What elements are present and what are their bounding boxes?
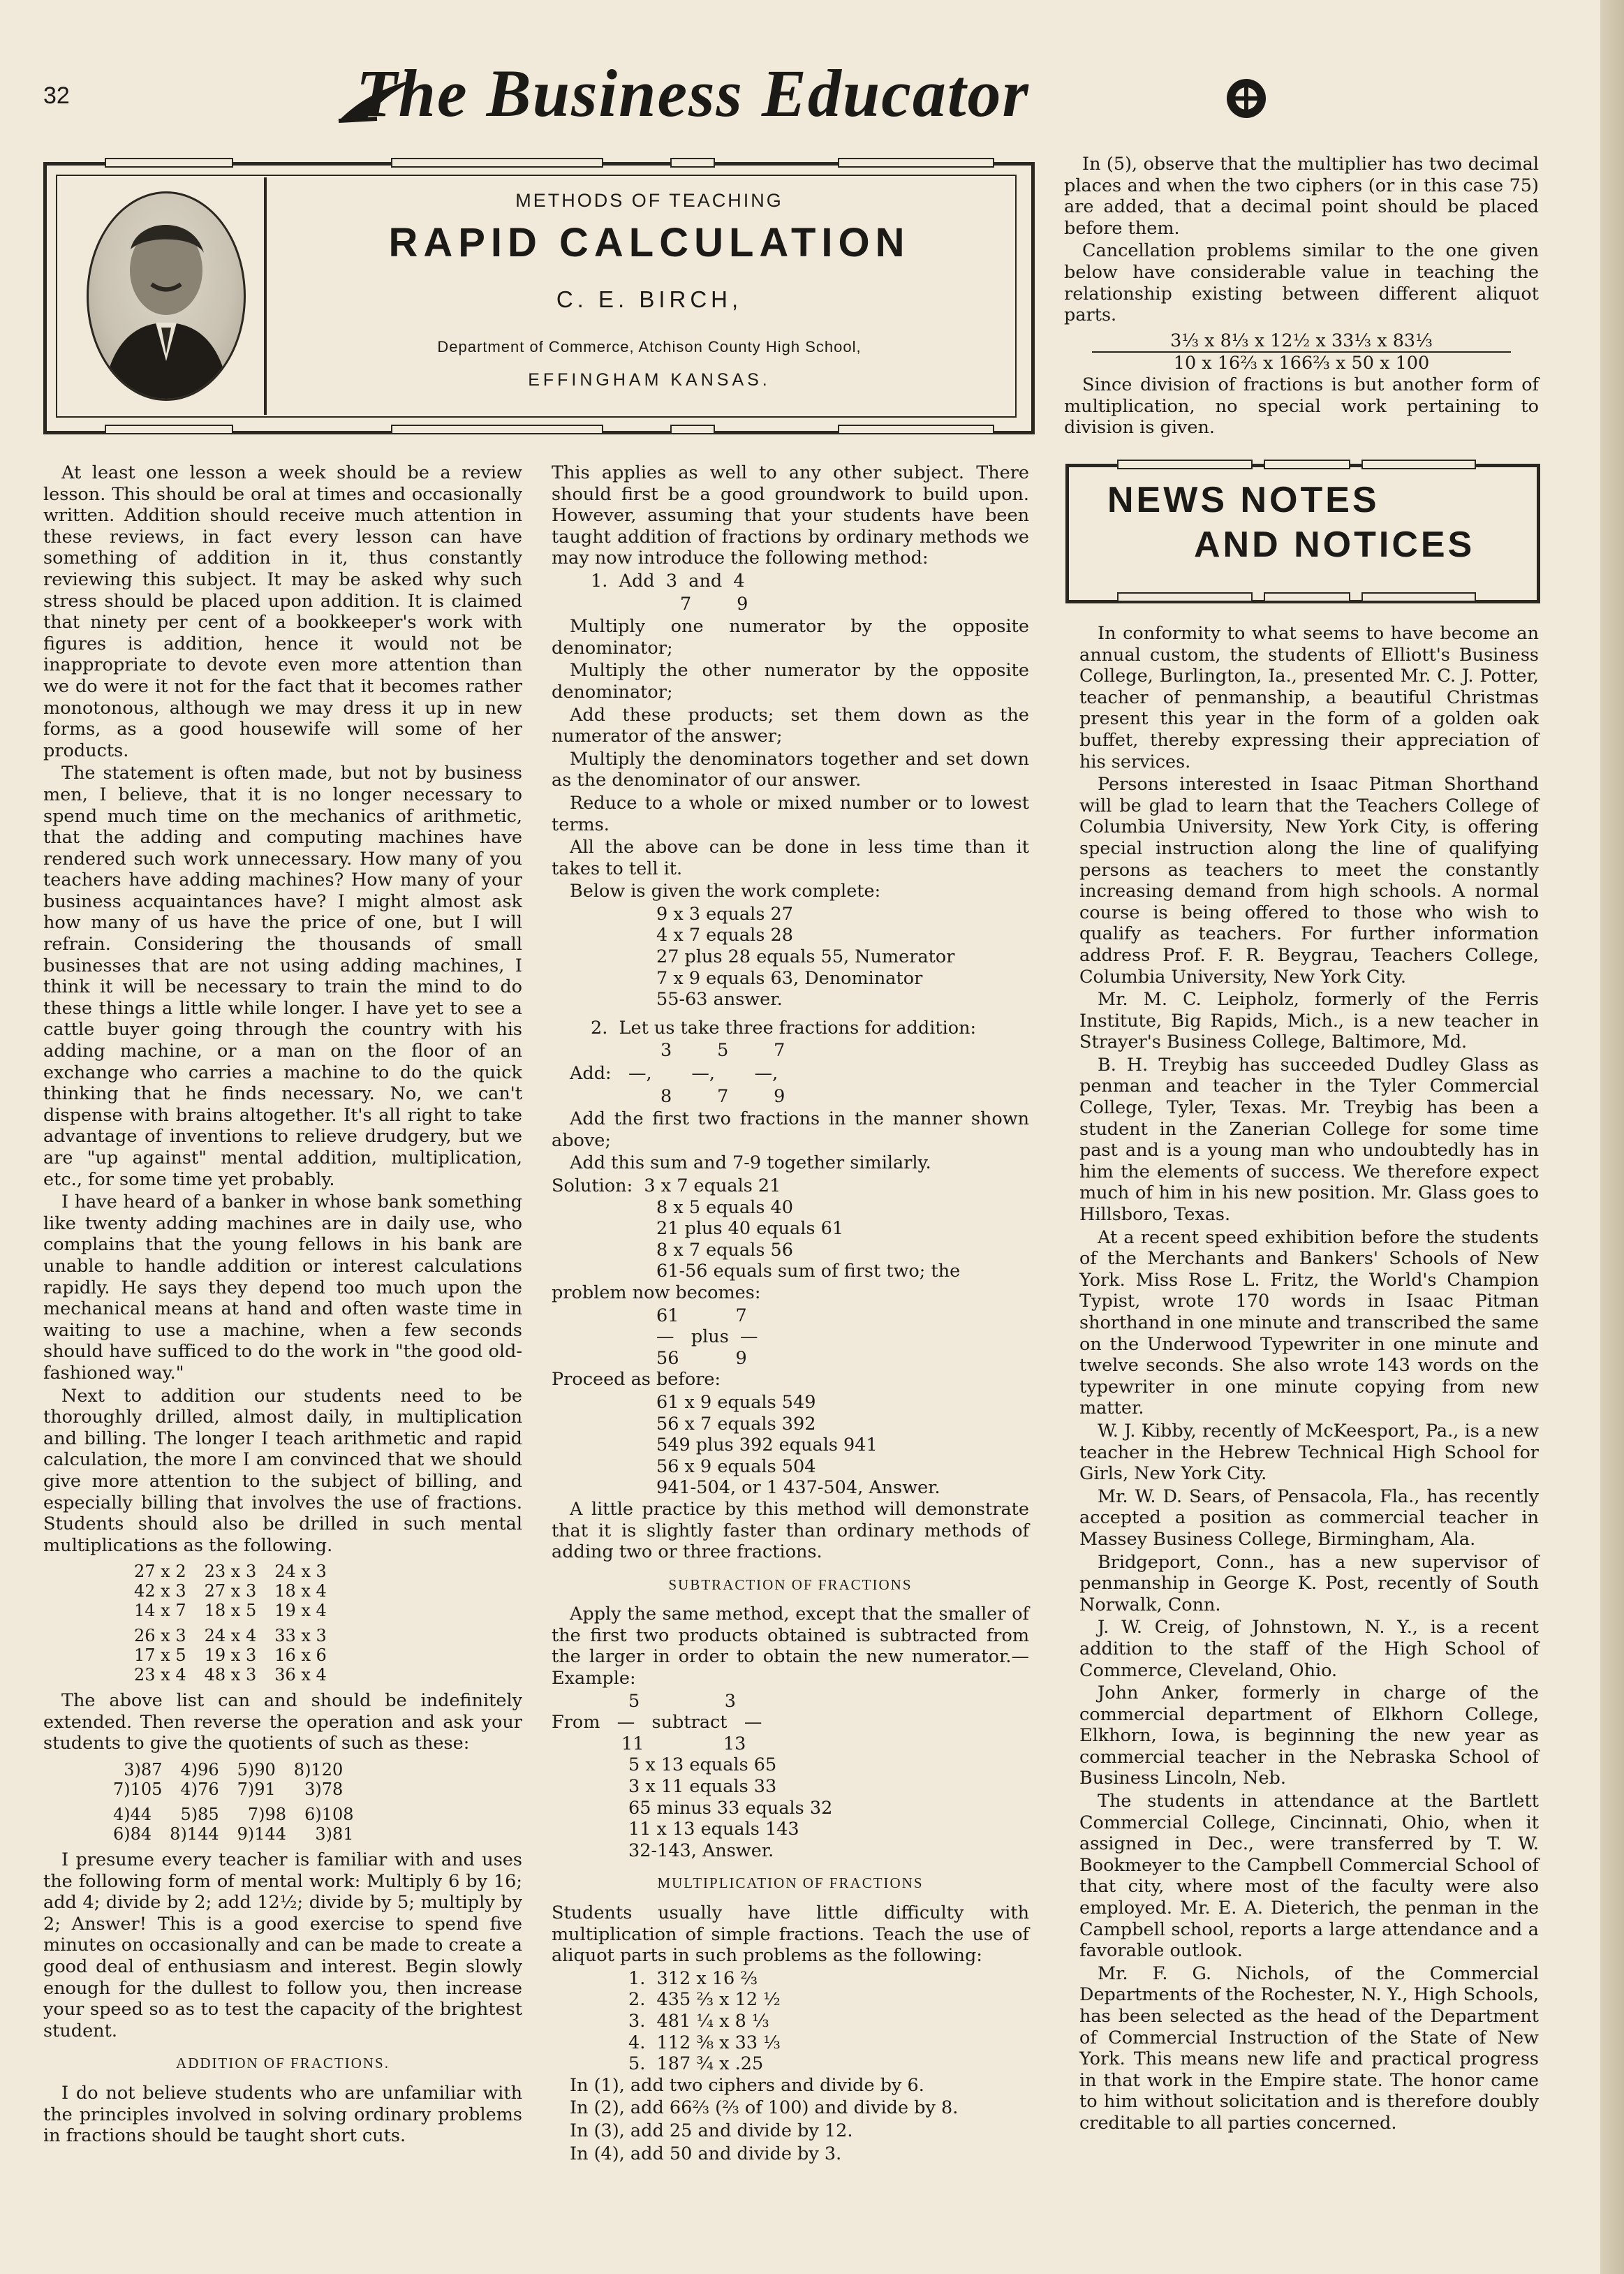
work-line: 56 x 7 equals 392 xyxy=(656,1413,816,1435)
division-drill-b xyxy=(113,1805,372,1844)
example-line: 7 9 xyxy=(680,593,748,615)
drill-cell: 14 x 7 xyxy=(134,1601,186,1621)
drill-cell: 19 x 4 xyxy=(274,1601,327,1621)
frame-ornament xyxy=(1361,460,1476,469)
step: Proceed as before: xyxy=(552,1369,721,1391)
frame-ornament xyxy=(105,425,233,434)
page-edge xyxy=(1600,0,1624,2274)
work-line: 4 x 7 equals 28 xyxy=(656,925,793,946)
hint-line: In (4), add 50 and divide by 3. xyxy=(570,2143,842,2164)
work-line: 8 x 7 equals 56 xyxy=(656,1239,793,1261)
step: Multiply one numerator by the opposite denominator; xyxy=(552,616,1029,659)
work-line: 9 x 3 equals 27 xyxy=(656,903,793,925)
work-line: 5 x 13 equals 65 xyxy=(628,1754,777,1776)
drill-cell: 23 x 3 xyxy=(204,1562,257,1582)
work-line: 61-56 equals sum of first two; the xyxy=(656,1261,961,1282)
news-item: Mr. M. C. Leipholz, formerly of the Ferris Institute, Big Rapids, Mich., is a new teacher in Strayer's Business College, Baltimore, Md. xyxy=(1079,989,1539,1053)
drill-cell: 9)144 xyxy=(237,1824,287,1844)
section-heading: ADDITION OF FRACTIONS. xyxy=(176,2055,390,2072)
drill-cell: 4)44 xyxy=(113,1805,152,1825)
problem-line: 1. 312 x 16 ⅔ xyxy=(628,1967,758,1989)
news-item: Persons interested in Isaac Pitman Shorthand will be glad to learn that the Teachers College of Columbia University, New York City, is offering special instruction along the line of qualifying persons as teachers to meet the constantly increasing demand from high schools. A normal course is being offered to those who wish to qualify as teachers. For further information address Prof. F. R. Beygrau, Teachers College, Columbia University, New York City. xyxy=(1079,774,1539,988)
frame-ornament xyxy=(670,425,715,434)
drill-cell: 5)90 xyxy=(237,1760,276,1780)
drill-cell: 17 x 5 xyxy=(134,1645,186,1666)
news-item: J. W. Creig, of Johnstown, N. Y., is a recent addition to the staff of the High School of Commerce, Cleveland, Ohio. xyxy=(1079,1617,1539,1681)
news-item: Mr. W. D. Sears, of Pensacola, Fla., has recently accepted a position as commercial teacher in Massey Business College, Birmingham, Ala. xyxy=(1079,1486,1539,1550)
drill-cell: 23 x 4 xyxy=(134,1665,186,1685)
article-column-2 xyxy=(552,462,1029,2166)
work-line: 3 x 11 equals 33 xyxy=(628,1776,777,1798)
example-line: Add: —, —, —, xyxy=(570,1063,778,1085)
step: Add this sum and 7-9 together similarly. xyxy=(570,1152,931,1174)
masthead-title: The Business Educator xyxy=(356,56,1030,131)
problem-line: 4. 112 ⅜ x 33 ⅓ xyxy=(628,2032,781,2053)
multiplication-drill-b xyxy=(134,1626,345,1685)
solution-label: Solution: 3 x 7 equals 21 xyxy=(552,1175,781,1196)
step: All the above can be done in less time than it takes to tell it. xyxy=(552,837,1029,879)
drill-cell: 26 x 3 xyxy=(134,1626,186,1646)
drill-cell: 19 x 3 xyxy=(204,1645,257,1666)
cancellation-denominator: 10 x 16⅔ x 166⅔ x 50 x 100 xyxy=(1092,351,1511,374)
drill-cell: 7)98 xyxy=(247,1805,287,1825)
step: Add these products; set them down as the numerator of the answer; xyxy=(552,704,1029,747)
drill-cell: 6)108 xyxy=(304,1805,354,1825)
portrait-figure xyxy=(89,193,244,399)
drill-cell: 4)96 xyxy=(180,1760,219,1780)
masthead xyxy=(293,54,1271,131)
paragraph: At least one lesson a week should be a review lesson. This should be oral at times and occasionally written. Addition should receive much attention in these reviews, in fact every lesson can have something of addition in it, thus constantly reviewing this subject. It may be asked why such stress should be placed upon addition. It is claimed that ninety per cent of a bookkeeper's work with figures is addition, hence it would not be inappropriate to devote even more attention than we do were it not for the fact that it becomes rather monotonous, although we may dress it up in new forms, as a good housewife will some of her products. xyxy=(43,462,522,761)
paragraph: In (5), observe that the multiplier has two decimal places and when the two ciphers (or in this case 75) are added, that a decimal point should be placed before them. xyxy=(1064,154,1539,239)
drill-cell: 8)144 xyxy=(170,1824,219,1844)
problem-line: 5. 187 ¾ x .25 xyxy=(628,2053,764,2075)
news-item: John Anker, formerly in charge of the commercial department of Elkhorn College, Elkhorn, Iowa, is beginning the new year as commercial teacher in the Nebraska School of Business Lincoln, Neb. xyxy=(1079,1682,1539,1789)
paragraph: I presume every teacher is familiar with and uses the following form of mental work: Multiply 6 by 16; add 4; divide by 2; add 12½; divide by 5; multiply by 2; Answer! This is a good exercise to spend five minutes on occasionally and can be made to create a good deal of enthusiasm and interest. Begin slowly enough for the dullest to follow you, then increase your speed so as to test the capacity of the brightest student. xyxy=(43,1849,522,2041)
author-portrait xyxy=(87,191,246,401)
paragraph: Next to addition our students need to be thoroughly drilled, almost daily, in multiplication and billing. The longer I teach arithmetic and rapid calculation, the more I am convinced that we should give more attention to the subject of billing, and especially billing that involves the use of fractions. Students should also be drilled in such mental multiplications as the following. xyxy=(43,1385,522,1556)
work-line: 56 x 9 equals 504 xyxy=(656,1455,816,1477)
page-number: 32 xyxy=(43,82,70,109)
section-heading: MULTIPLICATION OF FRACTIONS xyxy=(657,1875,924,1892)
paragraph: I do not believe students who are unfamiliar with the principles involved in solving ordinary problems in fractions should be taught short cuts. xyxy=(43,2083,522,2147)
drill-cell: 36 x 4 xyxy=(274,1665,327,1685)
paragraph: The above list can and should be indefinitely extended. Then reverse the operation and ask your students to give the quotients of such as these: xyxy=(43,1690,522,1754)
work-line: 27 plus 28 equals 55, Numerator xyxy=(656,946,955,968)
fraction-line: 61 7 xyxy=(656,1305,747,1326)
paragraph: I have heard of a banker in whose bank something like twenty adding machines are in daily use, who complains that the young fellows in his bank are unable to handle addition or interest calculations rapidly. He says they depend too much upon the mechanical means at hand and often waste time in waiting to use a machine, when a few seconds should have sufficed to do the work in "the good old-fashioned way." xyxy=(43,1191,522,1384)
article-column-3 xyxy=(1064,154,1539,440)
ornament-icon xyxy=(1222,74,1271,123)
work-line: 55-63 answer. xyxy=(656,989,783,1011)
problem-line: 3. 481 ¼ x 8 ⅓ xyxy=(628,2010,769,2032)
step: Add the first two fractions in the manner shown above; xyxy=(552,1108,1029,1151)
drill-cell: 3)81 xyxy=(315,1824,354,1844)
drill-cell: 4)76 xyxy=(180,1780,219,1800)
drill-cell: 3)87 xyxy=(124,1760,163,1780)
frame-ornament xyxy=(1117,592,1253,602)
header-divider xyxy=(264,177,267,415)
division-drill-a xyxy=(113,1760,361,1799)
work-line: 7 x 9 equals 63, Denominator xyxy=(656,967,923,989)
news-heading-line-2: AND NOTICES xyxy=(1194,525,1475,565)
drill-cell: 3)78 xyxy=(304,1780,344,1800)
article-author: C. E. BIRCH, xyxy=(556,286,743,312)
fraction-line: 5 3 xyxy=(628,1690,737,1712)
work-line: 61 x 9 equals 549 xyxy=(656,1391,816,1413)
drill-cell: 16 x 6 xyxy=(274,1645,327,1666)
news-item: B. H. Treybig has succeeded Dudley Glass as penman and teacher in the Tyler Commercial College, Tyler, Texas. Mr. Treybig has been a student in the Zanerian College for some time past and is a young man who undoubtedly has in him the elements of success. We therefore expect much of him in his new position. Mr. Glass goes to Hillsboro, Texas. xyxy=(1079,1054,1539,1226)
paragraph: This applies as well to any other subject. There should first be a good groundwork to build upon. However, assuming that your students have been taught addition of fractions by ordinary methods we may now introduce the following method: xyxy=(552,462,1029,569)
example-line: 3 5 7 xyxy=(660,1040,785,1062)
hint-line: In (2), add 66⅔ (⅔ of 100) and divide by 8. xyxy=(570,2097,959,2119)
drill-cell: 18 x 5 xyxy=(204,1601,257,1621)
step: Multiply the denominators together and set down as the denominator of our answer. xyxy=(552,748,1029,791)
news-item: Bridgeport, Conn., has a new supervisor of penmanship in George K. Post, recently of South Norwalk, Conn. xyxy=(1079,1551,1539,1615)
paragraph: The statement is often made, but not by business men, I believe, that it is no longer necessary to spend much time on the mechanics of arithmetic, that the adding and computing machines have rendered such work unnecessary. How many of you teachers have adding machines? How many of your business acquaintances have? I might almost ask how many of us have the price of one, but I will refrain. Considering the thousands of small businesses that are not using adding machines, I think it will be necessary to train the mind to do these things a little while longer. I have yet to see a cattle buyer going through the country with his adding machine, or a man on the floor of an exchange who carries a machine to do the quick thinking that he finds necessary. No, we can't dispense with brains altogether. It's all right to take advantage of inventions to relieve drudgery, but we are "up against" mental addition, multiplication, etc., for some time yet probably. xyxy=(43,763,522,1190)
drill-cell: 48 x 3 xyxy=(204,1665,257,1685)
frame-ornament xyxy=(391,425,603,434)
frame-ornament xyxy=(105,158,233,168)
news-item: In conformity to what seems to have become an annual custom, the students of Elliott's Business College, Burlington, Ia., presented Mr. C. J. Potter, teacher of penmanship, a beautiful Christmas present this year in the form of a golden oak buffet, thereby expressing their appreciation of his services. xyxy=(1079,623,1539,772)
fraction-line: 56 9 xyxy=(656,1347,747,1369)
paragraph: Apply the same method, except that the smaller of the first two products obtained is subtracted from the larger in order to obtain the new numerator.—Example: xyxy=(552,1604,1029,1689)
fraction-line: — plus — xyxy=(656,1326,758,1348)
problem-line: 2. 435 ⅔ x 12 ½ xyxy=(628,1989,781,2011)
example-line: 2. Let us take three fractions for addition: xyxy=(591,1017,977,1039)
drill-cell: 24 x 4 xyxy=(204,1626,257,1646)
frame-ornament xyxy=(1264,592,1350,602)
drill-cell: 5)85 xyxy=(180,1805,219,1825)
drill-cell: 33 x 3 xyxy=(274,1626,327,1646)
work-line: 11 x 13 equals 143 xyxy=(628,1819,799,1840)
paragraph: Students usually have little difficulty with multiplication of simple fractions. Teach the use of aliquot parts in such problems as the following: xyxy=(552,1902,1029,1967)
step: Multiply the other numerator by the opposite denominator; xyxy=(552,660,1029,703)
news-column xyxy=(1079,623,1539,2136)
work-line: 21 plus 40 equals 61 xyxy=(656,1218,844,1240)
drill-cell: 7)91 xyxy=(237,1780,276,1800)
drill-cell: 7)105 xyxy=(113,1780,163,1800)
frame-ornament xyxy=(391,158,603,168)
frame-ornament xyxy=(670,158,715,168)
paragraph: Since division of fractions is but another form of multiplication, no special work pertaining to division is given. xyxy=(1064,374,1539,439)
frame-ornament xyxy=(838,158,994,168)
article-title: RAPID CALCULATION xyxy=(388,220,910,265)
example-line: 1. Add 3 and 4 xyxy=(591,570,745,592)
drill-cell: 18 x 4 xyxy=(274,1581,327,1601)
paragraph: A little practice by this method will demonstrate that it is slightly faster than ordinary methods of adding two or three fractions. xyxy=(552,1498,1029,1563)
step: Below is given the work complete: xyxy=(570,881,881,902)
news-item: The students in attendance at the Bartlett Commercial College, Cincinnati, Ohio, when it assigned in Dec., were transferred by T. W. Bookmeyer to the Campbell Commercial School of that city, where most of the faculty were also employed. Mr. E. A. Dieterich, the penman in the Campbell school, reports a large attendance and a favorable outlook. xyxy=(1079,1791,1539,1962)
fraction-line: 11 13 xyxy=(621,1733,746,1754)
article-kicker: METHODS OF TEACHING xyxy=(515,190,783,211)
news-item: Mr. F. G. Nichols, of the Commercial Departments of the Rochester, N. Y., High Schools, has been selected as the head of the Department of Commercial Instruction of the State of New York. This means new life and practical progress in that work in the Empire state. The honor came to him without solicitation and is therefore doubly creditable to all parties concerned. xyxy=(1079,1963,1539,2134)
drill-cell: 8)120 xyxy=(293,1760,344,1780)
work-line: 549 plus 392 equals 941 xyxy=(656,1435,878,1456)
article-column-1 xyxy=(43,462,522,2148)
section-heading: SUBTRACTION OF FRACTIONS xyxy=(668,1576,913,1593)
frame-ornament xyxy=(1117,460,1253,469)
work-line: 8 x 5 equals 40 xyxy=(656,1196,793,1218)
drill-cell: 27 x 3 xyxy=(204,1581,257,1601)
article-affiliation: Department of Commerce, Atchison County High School, xyxy=(437,338,862,355)
drill-cell: 42 x 3 xyxy=(134,1581,186,1601)
frame-ornament xyxy=(838,425,994,434)
multiplication-drill-a xyxy=(134,1562,345,1620)
hint-line: In (1), add two ciphers and divide by 6. xyxy=(570,2074,924,2096)
cancellation-numerator: 3⅓ x 8⅓ x 12½ x 33⅓ x 83⅓ xyxy=(1170,330,1433,351)
work-line: 32-143, Answer. xyxy=(628,1840,774,1861)
drill-cell: 27 x 2 xyxy=(134,1562,186,1582)
frame-ornament xyxy=(1264,460,1350,469)
hint-line: In (3), add 25 and divide by 12. xyxy=(570,2120,853,2141)
fraction-line: From — subtract — xyxy=(552,1712,762,1733)
article-location: EFFINGHAM KANSAS. xyxy=(528,370,771,390)
drill-cell: 24 x 3 xyxy=(274,1562,327,1582)
work-line: 941-504, or 1 437-504, Answer. xyxy=(656,1477,940,1499)
paragraph: Cancellation problems similar to the one given below have considerable value in teaching the relationship existing between different aliquot parts. xyxy=(1064,240,1539,326)
frame-ornament xyxy=(1361,592,1476,602)
work-line: 65 minus 33 equals 32 xyxy=(628,1797,833,1819)
news-heading-line-1: NEWS NOTES xyxy=(1107,480,1380,520)
example-line: 8 7 9 xyxy=(660,1085,785,1107)
step: problem now becomes: xyxy=(552,1282,761,1303)
news-item: W. J. Kibby, recently of McKeesport, Pa., is a new teacher in the Hebrew Technical High School for Girls, New York City. xyxy=(1079,1420,1539,1485)
drill-cell: 6)84 xyxy=(113,1824,152,1844)
step: Reduce to a whole or mixed number or to lowest terms. xyxy=(552,792,1029,835)
news-item: At a recent speed exhibition before the students of the Merchants and Bankers' Schools of New York. Miss Rose L. Fritz, the World's Champion Typist, wrote 170 words in Isaac Pitman shorthand in one minute and transcribed the same on the Underwood Typewriter in one minute and twelve seconds. She also wrote 143 words on the typewriter in one minute copying from new matter. xyxy=(1079,1226,1539,1419)
